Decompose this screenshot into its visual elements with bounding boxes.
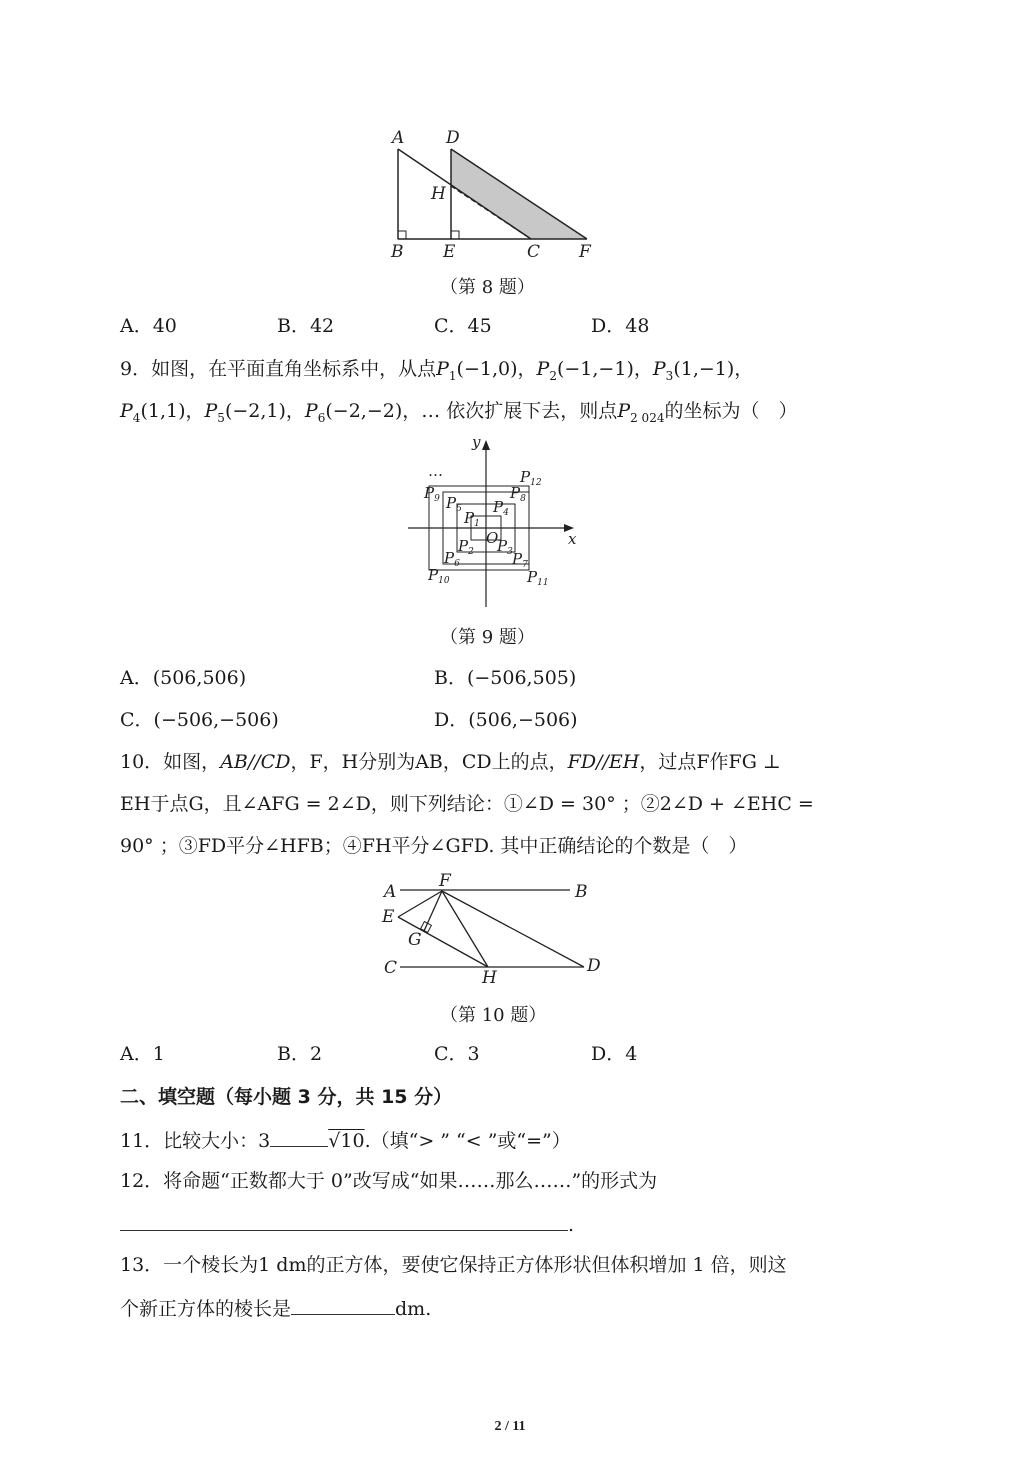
svg-text:P9: $P_9$ — [424, 484, 440, 504]
q10-option-c: C．3 — [434, 1043, 480, 1065]
q9-option-c: C．(−506,−506) — [120, 709, 279, 731]
svg-text:P1: $P_1$ — [464, 509, 480, 529]
origin: O — [486, 529, 499, 547]
svg-text:P11: $P_{11}$ — [527, 568, 549, 588]
axis-x: x — [568, 530, 577, 548]
figure-8 — [380, 125, 610, 265]
label-C: C — [527, 242, 541, 262]
q12: 12．将命题“正数都大于 0”改写成“如果……那么……”的形式为 — [120, 1170, 658, 1192]
label-F: F — [439, 871, 451, 891]
label-D: D — [446, 128, 460, 148]
label-G: G — [408, 930, 422, 950]
q9-line1: 9．如图，在平面直角坐标系中，从点$P_1(-1,0)$，$P_2(-1,-1)$，$P_3(1,-1)$， — [120, 358, 754, 383]
svg-text:P4: $P_4$ — [493, 498, 509, 518]
label-D: D — [587, 956, 601, 976]
label-H: H — [431, 184, 446, 204]
label-C: C — [384, 958, 398, 978]
fig9-caption: （第 9 题） — [440, 627, 535, 648]
svg-text:P5: $P_5$ — [446, 494, 462, 514]
label-F: F — [579, 242, 591, 262]
svg-text:P3: $P_3$ — [497, 537, 513, 557]
svg-text:P10: $P_{10}$ — [428, 566, 450, 586]
q13-line2: 个新正方体的棱长是 dm. — [120, 1294, 431, 1322]
ellipsis: … — [428, 462, 443, 480]
svg-text:P8: $P_8$ — [510, 484, 526, 504]
q12-answer-line: . — [120, 1210, 574, 1238]
q8-option-d: D．48 — [591, 315, 650, 337]
q13-answer-blank[interactable] — [291, 1294, 395, 1315]
label-H: H — [482, 968, 497, 988]
svg-text:P12: $P_{12}$ — [520, 468, 542, 488]
label-E: E — [382, 907, 395, 927]
fig10-caption: （第 10 题） — [440, 1005, 547, 1026]
figure-10 — [378, 870, 618, 990]
label-E: E — [443, 242, 456, 262]
q9-option-a: A．(506,506) — [120, 667, 247, 689]
q13-line1: 13．一个棱长为1 dm的正方体，要使它保持正方体形状但体积增加 1 倍，则这 — [120, 1254, 787, 1276]
axis-y: y — [472, 433, 481, 451]
q11: 11．比较大小：3 √10.（填“> ” “< ”或“=”） — [120, 1126, 571, 1154]
svg-text:P6: $P_6$ — [444, 549, 460, 569]
q8-option-c: C．45 — [434, 315, 492, 337]
q10-line3: 90° ；③FD平分∠HFB；④FH平分∠GFD. 其中正确结论的个数是（ ） — [120, 835, 748, 857]
svg-text:P2: $P_2$ — [458, 537, 474, 557]
label-B: B — [575, 882, 588, 902]
label-B: B — [391, 242, 404, 262]
q10-option-d: D．4 — [591, 1043, 638, 1065]
section-heading: 二、填空题（每小题 3 分，共 15 分） — [120, 1086, 453, 1108]
svg-text:P7: $P_7$ — [512, 550, 528, 570]
q8-option-a: A．40 — [120, 315, 177, 337]
label-A: A — [384, 882, 397, 902]
page-number: 2 / 11 — [494, 1419, 526, 1434]
q9-option-d: D．(506,−506) — [434, 709, 578, 731]
label-A: A — [392, 128, 405, 148]
q11-answer-blank[interactable] — [270, 1126, 328, 1147]
q9-line2: $P_4(1,1)$，$P_5(-2,1)$，$P_6(-2,-2)$，… 依次扩展下去，则点$P_{2 024}$的坐标为（ ） — [120, 400, 798, 425]
fig8-caption: （第 8 题） — [440, 277, 535, 298]
q12-answer-blank[interactable] — [120, 1210, 568, 1231]
q10-option-b: B．2 — [277, 1043, 323, 1065]
figure-9 — [400, 432, 600, 612]
q10-line2: EH于点G，且∠AFG = 2∠D，则下列结论：①∠D = 30° ；②2∠D + ∠EHC = — [120, 793, 814, 815]
q10-option-a: A．1 — [120, 1043, 165, 1065]
q10-line1: 10．如图，AB//CD，F，H分别为AB，CD上的点，FD//EH，过点F作FG ⊥ — [120, 751, 781, 773]
q9-option-b: B．(−506,505) — [434, 667, 577, 689]
q8-option-b: B．42 — [277, 315, 335, 337]
